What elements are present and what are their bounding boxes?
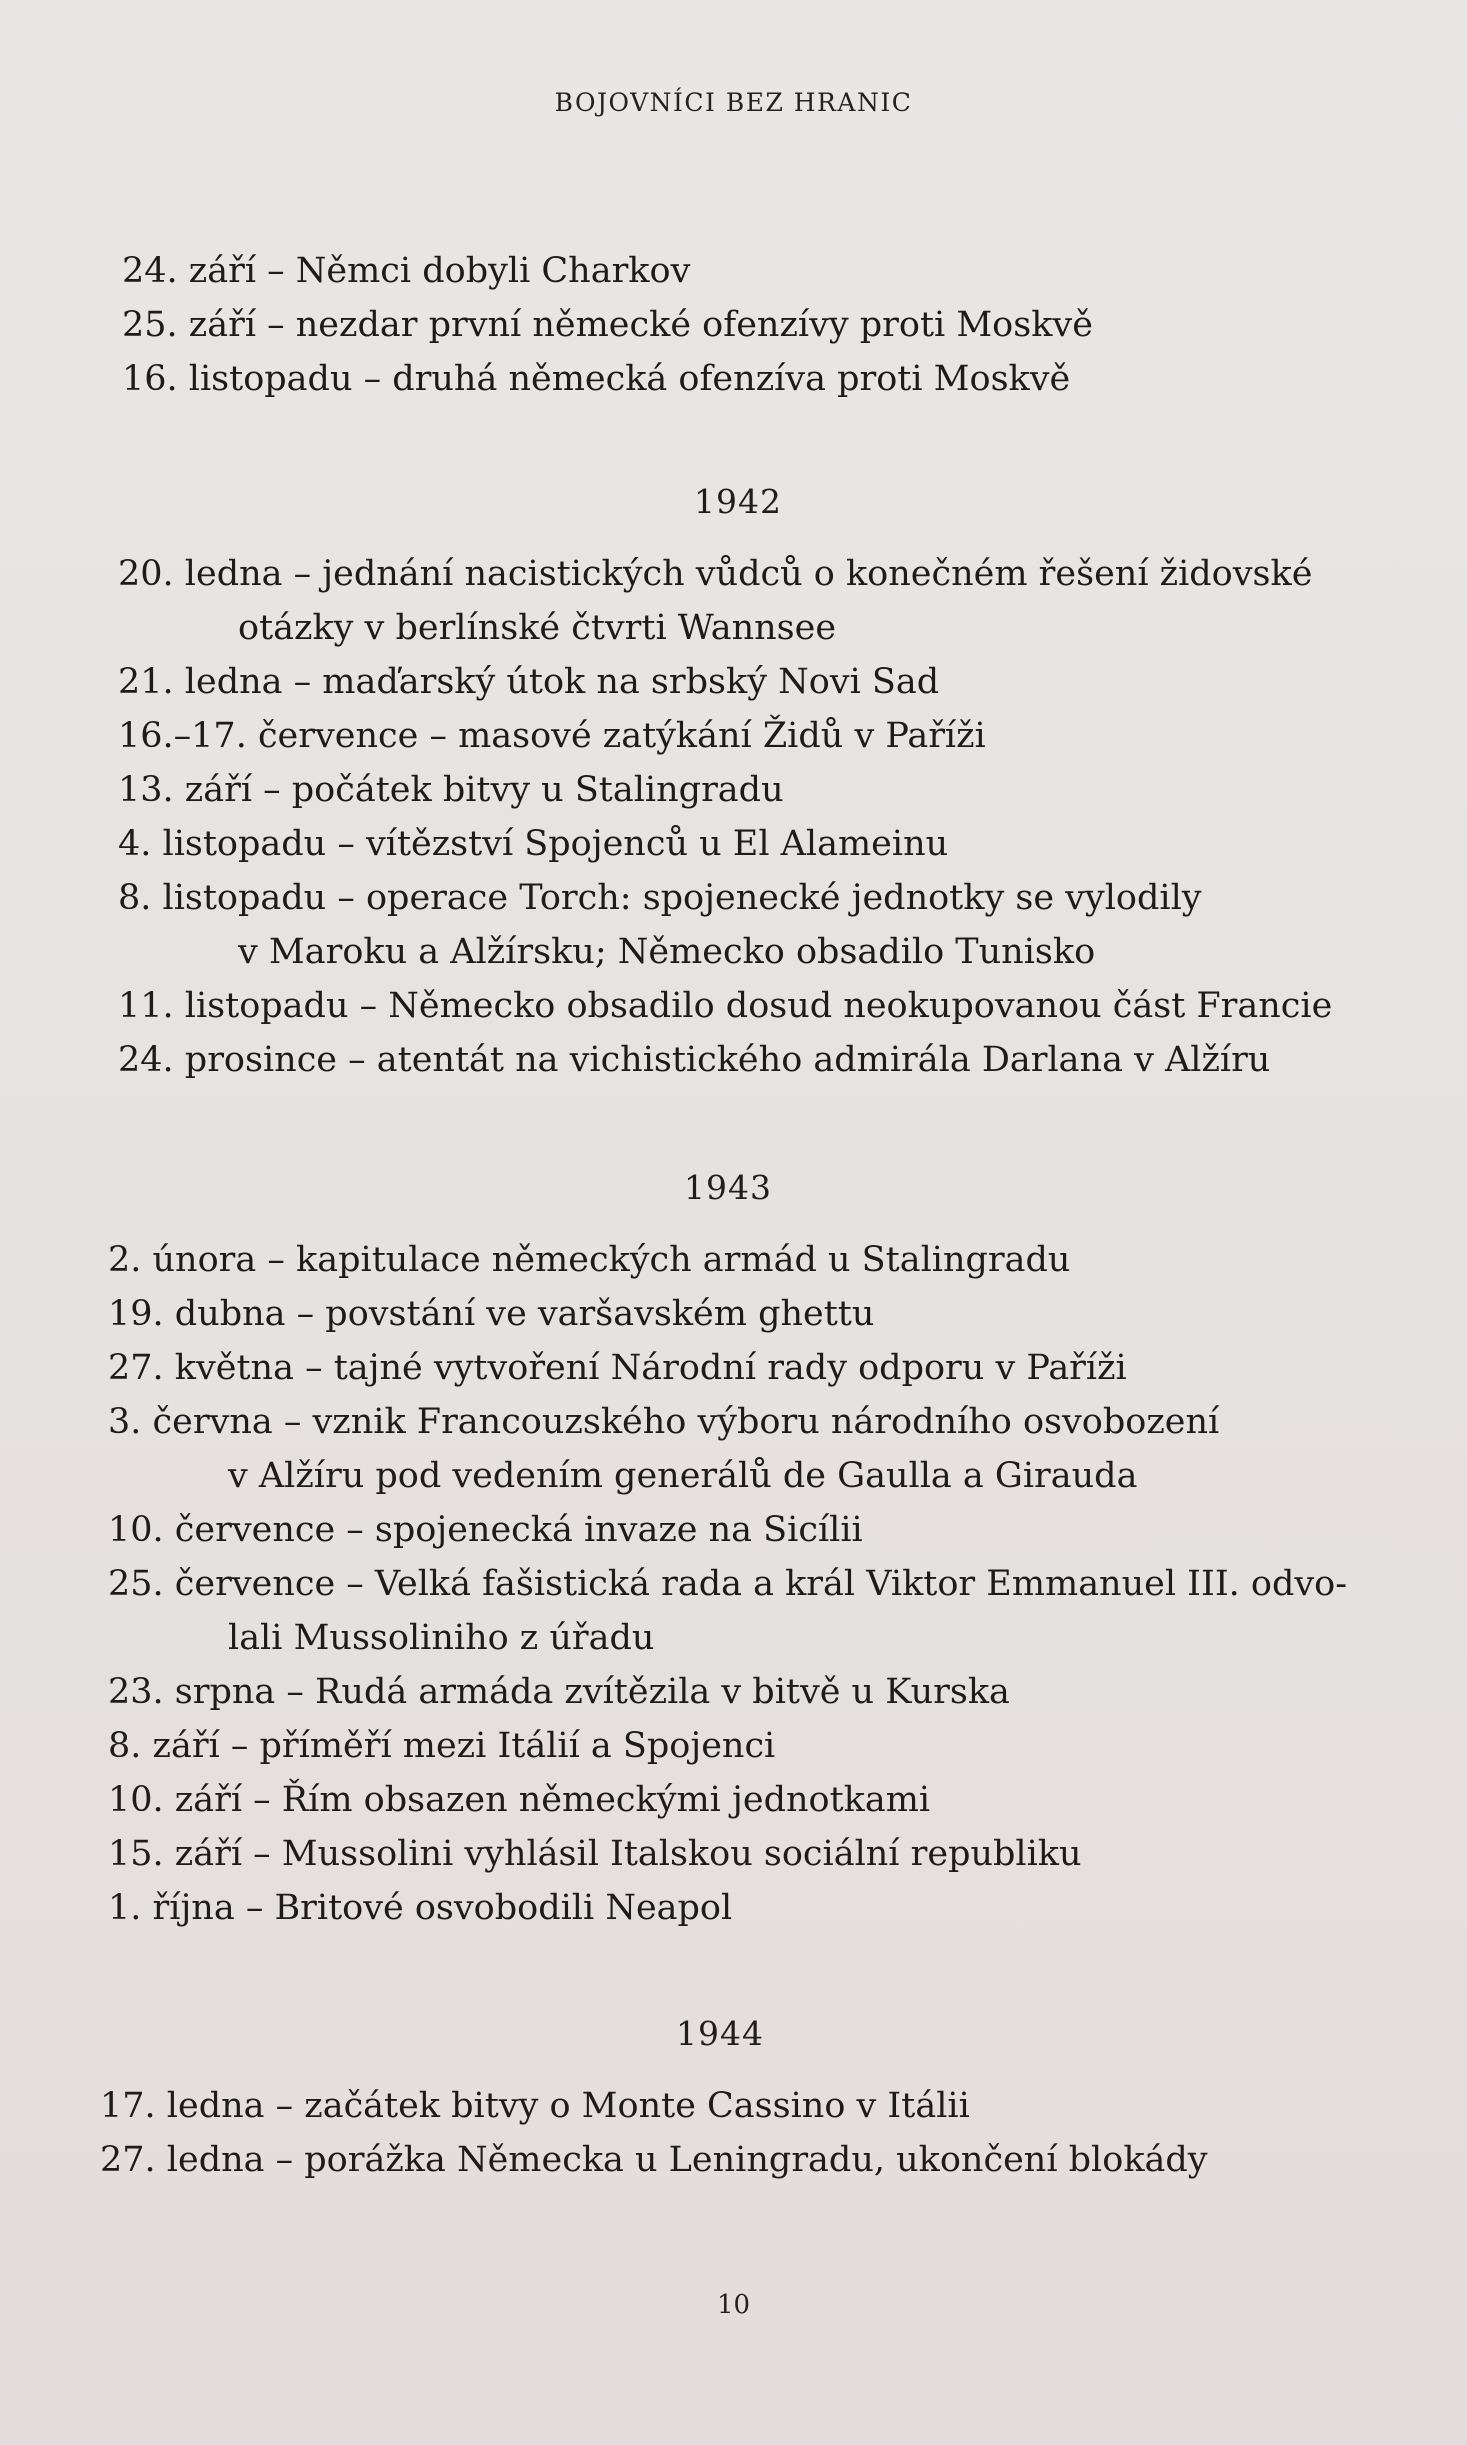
chronology-entry: 16. listopadu – druhá německá ofenzíva proti Moskvě <box>122 359 1071 399</box>
chronology-entry: 24. prosince – atentát na vichistického admirála Darlana v Alžíru <box>118 1040 1271 1080</box>
chronology-entry: 11. listopadu – Německo obsadilo dosud neokupovanou část Francie <box>118 986 1333 1026</box>
chronology-entry: 2. února – kapitulace německých armád u Stalingradu <box>108 1240 1071 1280</box>
section-1942 <box>118 482 1358 1087</box>
page-number: 10 <box>716 2290 751 2320</box>
chronology-entry: 15. září – Mussolini vyhlásil Italskou sociální republiku <box>108 1834 1082 1874</box>
chronology-entry: 27. května – tajné vytvoření Národní rady odporu v Paříži <box>108 1348 1127 1388</box>
entry-line: 25. července – Velká fašistická rada a král Viktor Emmanuel III. odvo- <box>108 1564 1348 1604</box>
chronology-entry <box>118 547 1358 655</box>
entry-line-continued: v Maroku a Alžírsku; Německo obsadilo Tunisko <box>238 932 1096 972</box>
chronology-entry <box>118 871 1358 979</box>
chronology-entry: 19. dubna – povstání ve varšavském ghettu <box>108 1294 875 1334</box>
chronology-entry: 10. července – spojenecká invaze na Sicílii <box>108 1510 863 1550</box>
entry-line-continued: v Alžíru pod vedením generálů de Gaulla a Girauda <box>228 1456 1138 1496</box>
chronology-entry: 17. ledna – začátek bitvy o Monte Cassino v Itálii <box>100 2086 970 2126</box>
chronology-entry: 16.–17. července – masové zatýkání Židů v Paříži <box>118 716 986 756</box>
chronology-entry: 24. září – Němci dobyli Charkov <box>122 251 691 291</box>
chronology-entry <box>108 1395 1348 1503</box>
year-heading: 1943 <box>684 1168 772 1207</box>
chronology-entry: 27. ledna – porážka Německa u Leningradu, ukončení blokády <box>100 2140 1208 2180</box>
entry-line: 3. června – vznik Francouzského výboru národního osvobození <box>108 1402 1220 1442</box>
entry-line: 8. listopadu – operace Torch: spojenecké jednotky se vylodily <box>118 878 1202 918</box>
section-1941-continued <box>122 244 1362 406</box>
chronology-entry: 25. září – nezdar první německé ofenzívy proti Moskvě <box>122 305 1093 345</box>
year-heading: 1942 <box>694 482 782 521</box>
chronology-entry: 1. října – Britové osvobodili Neapol <box>108 1888 733 1928</box>
entry-line-continued: lali Mussoliniho z úřadu <box>228 1618 655 1658</box>
year-heading: 1944 <box>676 2014 764 2053</box>
running-head: BOJOVNÍCI BEZ HRANIC <box>554 88 913 117</box>
section-1943 <box>108 1168 1348 1935</box>
entry-line-continued: otázky v berlínské čtvrti Wannsee <box>238 608 837 648</box>
chronology-entry <box>108 1557 1348 1665</box>
chronology-entry: 21. ledna – maďarský útok na srbský Novi Sad <box>118 662 940 702</box>
entry-line: 20. ledna – jednání nacistických vůdců o konečném řešení židovské <box>118 554 1313 594</box>
chronology-entry: 4. listopadu – vítězství Spojenců u El Alameinu <box>118 824 949 864</box>
chronology-entry: 8. září – příměří mezi Itálií a Spojenci <box>108 1726 776 1766</box>
chronology-entry: 13. září – počátek bitvy u Stalingradu <box>118 770 784 810</box>
section-1944 <box>100 2014 1340 2187</box>
chronology-entry: 10. září – Řím obsazen německými jednotkami <box>108 1780 931 1820</box>
chronology-entry: 23. srpna – Rudá armáda zvítězila v bitvě u Kurska <box>108 1672 1010 1712</box>
